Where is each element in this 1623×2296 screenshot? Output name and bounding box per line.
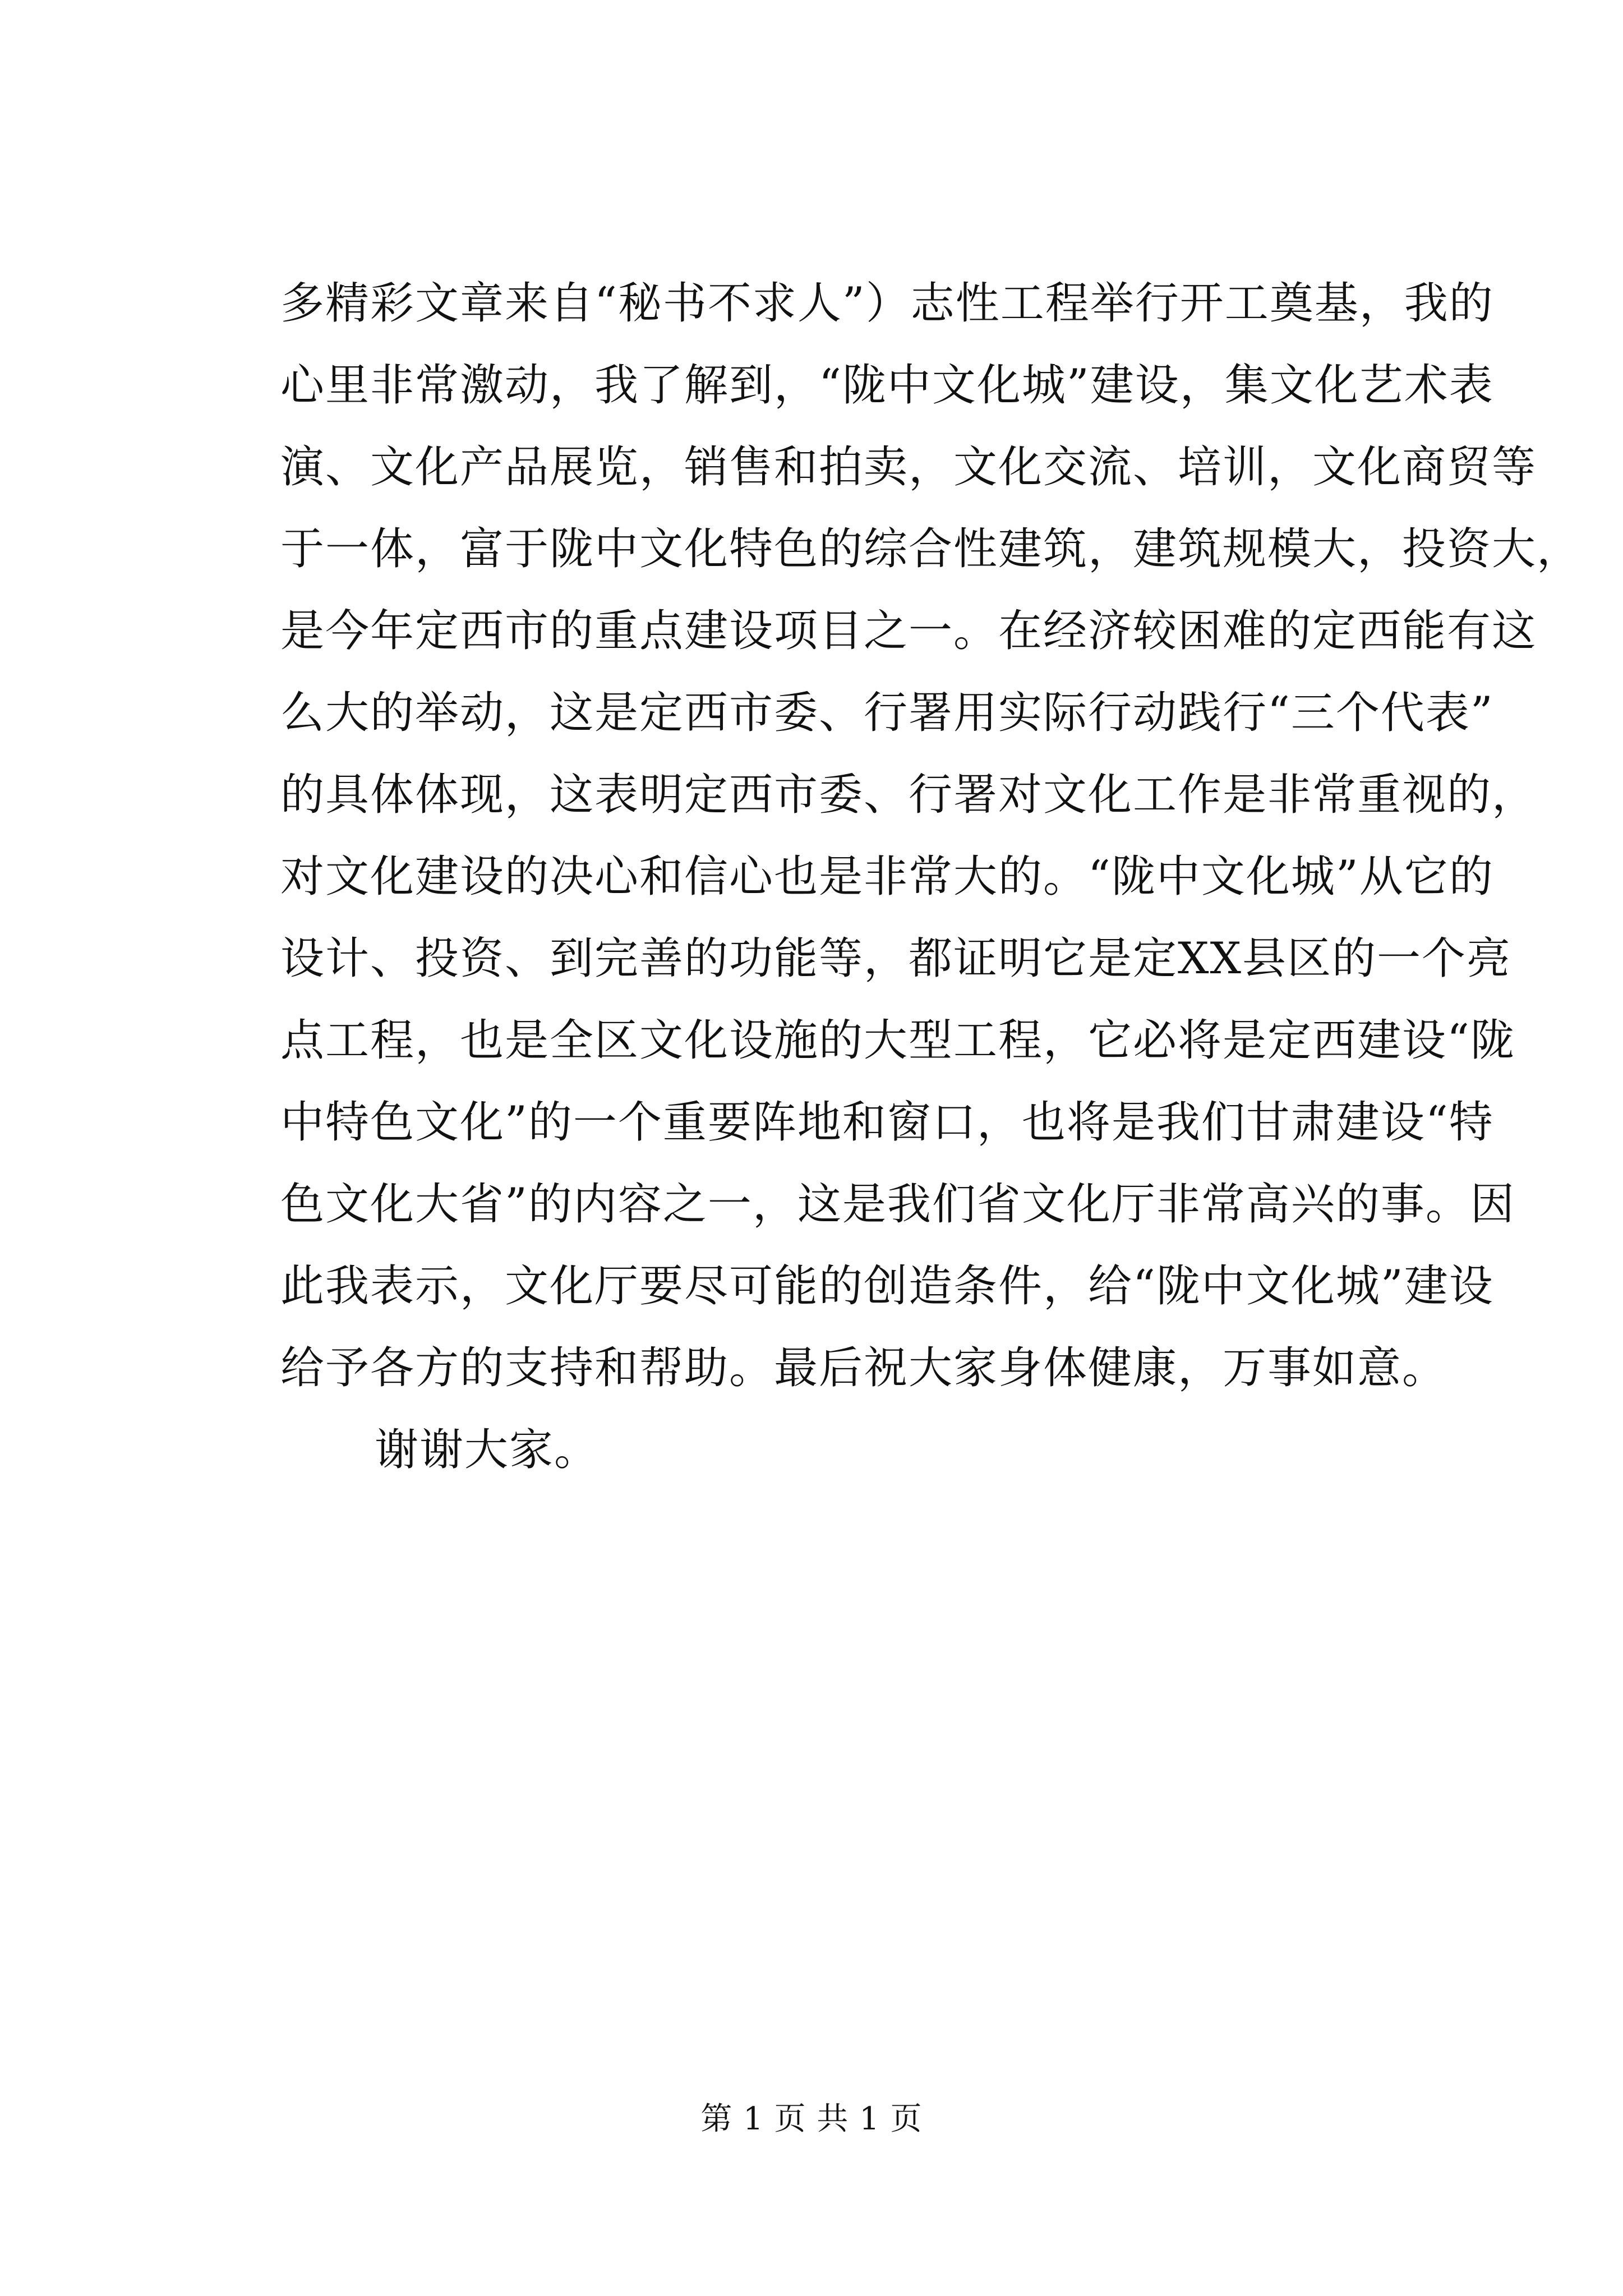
- text-line: 于一体，富于陇中文化特色的综合性建筑，建筑规模大，投资大，: [280, 524, 1582, 574]
- text-line: 此我表示，文化厅要尽可能的创造条件，给“陇中文化城”建设: [280, 1261, 1494, 1312]
- text-line: 心里非常激动，我了解到，“陇中文化城”建设，集文化艺术表: [280, 360, 1494, 411]
- body-paragraph: [280, 263, 1582, 1491]
- text-line: 的具体体现，这表明定西市委、行署对文化工作是非常重视的，: [280, 770, 1537, 820]
- closing-line: 谢谢大家。: [375, 1425, 600, 1475]
- text-line: 中特色文化”的一个重要阵地和窗口，也将是我们甘肃建设“特: [280, 1097, 1494, 1148]
- text-line: 是今年定西市的重点建设项目之一。在经济较困难的定西能有这: [280, 606, 1537, 656]
- text-line: 点工程，也是全区文化设施的大型工程，它必将是定西建设“陇: [280, 1015, 1515, 1066]
- text-line: 多精彩文章来自“秘书不求人”）志性工程举行开工奠基，我的: [280, 278, 1494, 329]
- text-line: 么大的举动，这是定西市委、行署用实际行动践行“三个代表”: [280, 688, 1494, 738]
- text-line: 色文化大省”的内容之一，这是我们省文化厅非常高兴的事。因: [280, 1179, 1515, 1230]
- text-line: 演、文化产品展览，销售和拍卖，文化交流、培训，文化商贸等: [280, 442, 1537, 493]
- text-line: 给予各方的支持和帮助。最后祝大家身体健康，万事如意。: [280, 1343, 1447, 1393]
- text-line: 设计、投资、到完善的功能等，都证明它是定XX县区的一个亮: [280, 933, 1512, 984]
- page-footer: 第 1 页 共 1 页: [700, 2101, 923, 2137]
- text-line: 对文化建设的决心和信心也是非常大的。“陇中文化城”从它的: [280, 852, 1494, 902]
